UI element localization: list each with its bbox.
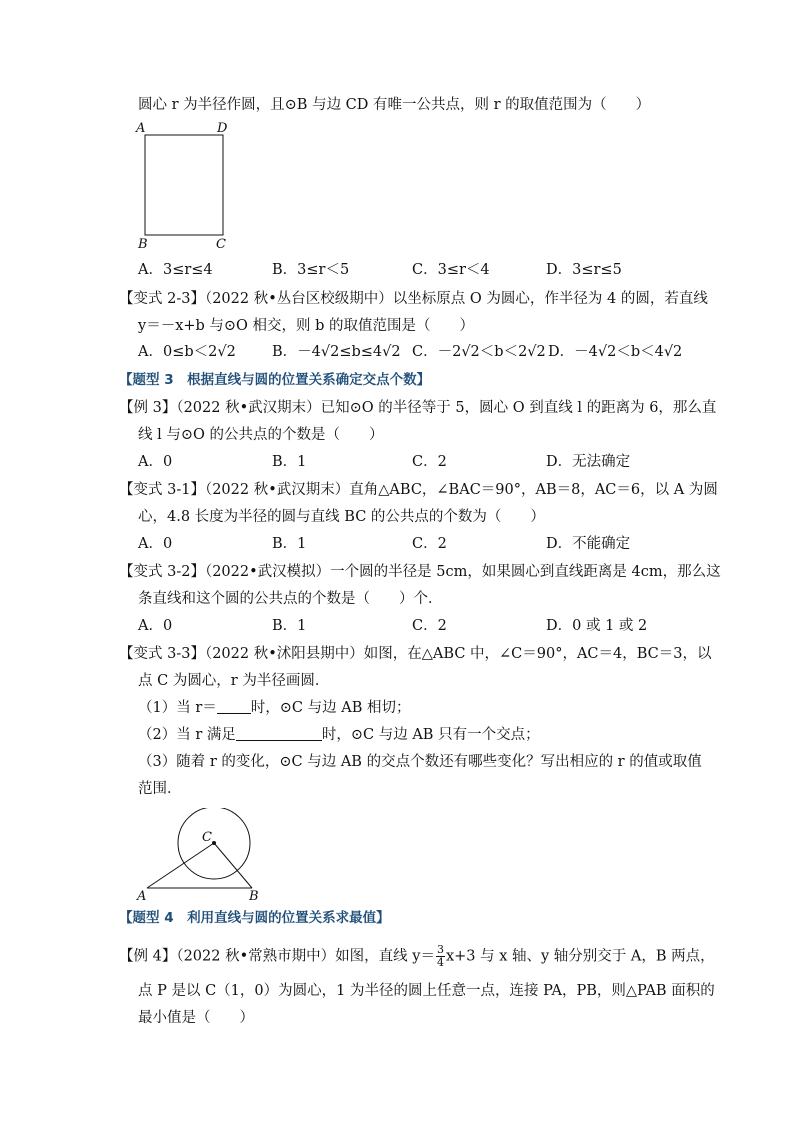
fraction (436, 944, 445, 969)
option-b: B．－4√2≤b≤4√2 (272, 344, 401, 360)
option-b: B．3≤r＜5 (272, 262, 350, 278)
option-a: A．0 (138, 454, 173, 470)
answer-blank[interactable] (217, 699, 251, 714)
example-3-line2: 线 l 与⊙O 的公共点的个数是（ ） (138, 427, 384, 443)
option-a: A．0 (138, 536, 173, 552)
variant-3-1-line2: 心，4.8 长度为半径的圆与直线 BC 的公共点的个数为（ ） (138, 509, 545, 525)
option-a: A．3≤r≤4 (138, 262, 213, 278)
option-b: B．1 (272, 454, 307, 470)
option-c: C．3≤r＜4 (412, 262, 490, 278)
option-c: C．－2√2＜b＜2√2 (412, 344, 546, 360)
option-d: D．3≤r≤5 (546, 262, 622, 278)
option-d: D．0 或 1 或 2 (546, 618, 648, 634)
label-A: A (137, 889, 147, 904)
label-C: C (202, 830, 212, 845)
square-figure (134, 118, 244, 256)
fraction-denominator: 4 (436, 956, 444, 969)
example-4-prefix: 【例 4】（2022 秋•常熟市期中）如图，直线 y＝ (119, 948, 435, 965)
label-C: C (216, 237, 226, 252)
variant-3-1-line1: 【变式 3-1】（2022 秋•武汉期末）直角△ABC，∠BAC＝90°，AB＝8，AC＝6，以 A 为圆 (119, 482, 718, 498)
label-B: B (249, 889, 259, 904)
option-a: A．0≤b＜2√2 (138, 344, 236, 360)
variant-3-3-part3: （3）随着 r 的变化，⊙C 与边 AB 的交点个数还有哪些变化？写出相应的 r 的值或取值 (138, 754, 702, 770)
example-4-line2: 点 P 是以 C（1，0）为圆心，1 为半径的圆上任意一点，连接 PA，PB，则△PAB 面积的 (138, 983, 715, 999)
option-b: B．1 (272, 536, 307, 552)
answer-blank[interactable] (236, 726, 322, 741)
example-4-line1 (119, 944, 715, 969)
variant-3-2-line1: 【变式 3-2】（2022•武汉模拟）一个圆的半径是 5cm，如果圆心到直线距离是 4cm，那么这 (119, 564, 721, 580)
part2-prefix: （2）当 r 满足 (138, 727, 236, 743)
variant-3-3-part2 (138, 725, 540, 745)
triangle-circle-figure (134, 808, 274, 904)
variant-3-2-line2: 条直线和这个圆的公共点的个数是（ ）个． (138, 591, 443, 607)
label-B: B (138, 237, 148, 252)
option-c: C．2 (412, 454, 447, 470)
variant-2-3-line2: y＝－x+b 与⊙O 相交，则 b 的取值范围是（ ） (138, 318, 475, 334)
part1-suffix: 时，⊙C 与边 AB 相切； (250, 700, 411, 716)
option-d: D．－4√2＜b＜4√2 (548, 344, 683, 360)
example-4-suffix: x+3 与 x 轴、y 轴分别交于 A，B 两点， (445, 948, 715, 965)
option-a: A．0 (138, 618, 173, 634)
part2-suffix: 时，⊙C 与边 AB 只有一个交点； (321, 727, 540, 743)
section-heading-4: 【题型 4 利用直线与圆的位置关系求最值】 (119, 910, 390, 926)
option-d: D．无法确定 (546, 454, 631, 470)
label-A: A (136, 121, 146, 136)
option-c: C．2 (412, 618, 447, 634)
option-c: C．2 (412, 536, 447, 552)
variant-3-3-part1 (138, 698, 410, 718)
example-3-line1: 【例 3】（2022 秋•武汉期末）已知⊙O 的半径等于 5，圆心 O 到直线 l 的距离为 6，那么直 (119, 400, 717, 416)
label-D: D (217, 121, 228, 136)
fraction-numerator: 3 (436, 943, 444, 956)
part1-prefix: （1）当 r＝ (138, 700, 217, 716)
example-4-line3: 最小值是（ ） (138, 1010, 254, 1026)
option-d: D．不能确定 (546, 536, 631, 552)
variant-3-3-part3-cont: 范围． (138, 781, 182, 797)
option-b: B．1 (272, 618, 307, 634)
variant-3-3-line1: 【变式 3-3】（2022 秋•沭阳县期中）如图，在△ABC 中，∠C＝90°，AC＝4，BC＝3，以 (119, 646, 712, 662)
variant-3-3-line2: 点 C 为圆心，r 为半径画圆． (138, 673, 330, 689)
section-heading-3: 【题型 3 根据直线与圆的位置关系确定交点个数】 (119, 372, 431, 388)
question-text: 圆心 r 为半径作圆，且⊙B 与边 CD 有唯一公共点，则 r 的取值范围为（ ） (138, 97, 651, 113)
variant-2-3-line1: 【变式 2-3】（2022 秋•丛台区校级期中）以坐标原点 O 为圆心，作半径为 4 的圆，若直线 (119, 291, 708, 307)
